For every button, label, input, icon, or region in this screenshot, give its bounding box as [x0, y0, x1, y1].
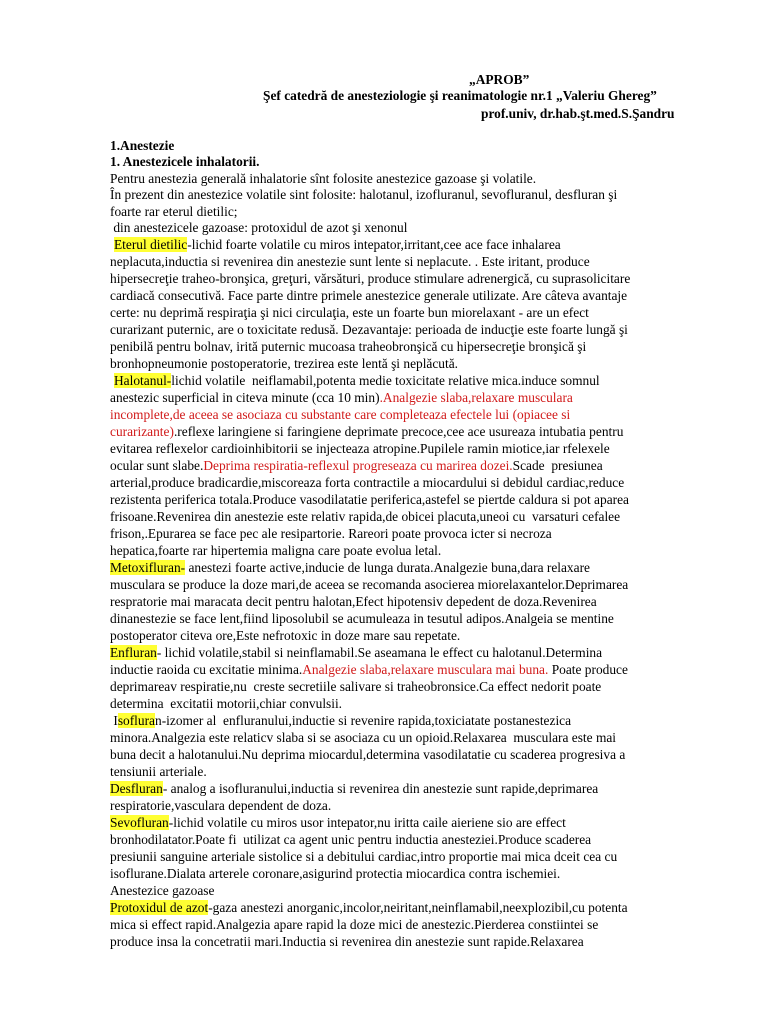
- paragraph-line: musculara se produce la doze mari,de aceea se recomanda asocierea miorelaxantelor.Deprimarea: [110, 577, 629, 592]
- red-emphasis: Deprima respiratia-reflexul progreseaza cu marirea dozei.: [203, 458, 513, 473]
- subsection-title: 1. Anestezicele inhalatorii.: [110, 154, 260, 169]
- paragraph-line: hepatica,foarte rar hipertemia maligna care poate evolua letal.: [110, 543, 442, 558]
- red-emphasis: incomplete,de aceea se asociaza cu substante care completeaza efectele lui (opiacee si: [110, 407, 571, 422]
- paragraph-line: bronhopneumonie postoperatorie, trezirea este lentă şi neplăcută.: [110, 356, 459, 371]
- paragraph-line: curarizante).reflexe laringiene si faringiene deprimate precoce,cee ace usureaza intubatia pentru: [110, 424, 624, 439]
- highlighted-term-desfluran: Desfluran: [110, 781, 163, 796]
- red-emphasis: curarizante): [110, 424, 174, 439]
- paragraph-line: tensiunii arteriale.: [110, 764, 207, 779]
- highlighted-term-halotan: Halotanul-: [114, 373, 172, 388]
- paragraph-line: deprimareav respiratie,nu creste secretiile salivare si traheobronsice.Ca effect nedorit poate: [110, 679, 602, 694]
- gaseous-anesthetics-heading: Anestezice gazoase: [110, 883, 215, 898]
- paragraph-line: Desfluran- analog a isofluranului,inductia si revenirea din anestezie sunt rapide,deprimarea: [110, 781, 599, 796]
- approval-label: „APROB”: [469, 72, 530, 87]
- paragraph-line: respratorie mai maracata decit pentru halotan,Efect hipotensiv depedent de doza.Revenirea: [110, 594, 597, 609]
- red-emphasis: .Analgezie slaba,relaxare musculara: [379, 390, 573, 405]
- paragraph-line: rezistenta periferica totala.Produce vasodilatatie periferica,astefel se piertde caldura si pot aparea: [110, 492, 629, 507]
- paragraph-line: presiunii sanguine arteriale sistolice si a debitului cardiac,intro proportie mai mica dceit cea cu: [110, 849, 618, 864]
- highlighted-term-eter: Eterul dietilic: [114, 237, 188, 252]
- paragraph-line: mica si effect rapid.Analgezia apare rapid la doze mici de anestezic.Pierderea constiintei se: [110, 917, 599, 932]
- paragraph-line: Protoxidul de azot-gaza anestezi anorganic,incolor,neiritant,neinflamabil,neexplozibil,cu potenta: [110, 900, 628, 915]
- paragraph-line: Enfluran- lichid volatile,stabil si neinflamabil.Se aseamana le effect cu halotanul.Determina: [110, 645, 603, 660]
- professor-line: prof.univ, dr.hab.şt.med.S.Şandru: [481, 106, 675, 121]
- paragraph-line: inductie raoida cu excitatie minima.Analgezie slaba,relaxare musculara mai buna. Poate produce: [110, 662, 628, 677]
- highlighted-term-isofluran: soflura: [117, 713, 155, 728]
- paragraph-line: Halotanul-lichid volatile neiflamabil,potenta medie toxicitate relative mica.induce somnul: [114, 373, 600, 388]
- paragraph-line: neplacuta,inductia si revenirea din anestezie sunt lente si neplacute. . Este iritant, produce: [110, 254, 590, 269]
- highlighted-term-metoxifluran: Metoxifluran-: [110, 560, 186, 575]
- paragraph-line: certe: nu deprimă respiraţia şi nici circulaţia, este un foarte bun miorelaxant - are un efect: [110, 305, 589, 320]
- intro-line: În prezent din anestezice volatile sint folosite: halotanul, izofluranul, sevofluranul, desfluran şi: [110, 187, 618, 202]
- paragraph-line: cardiacă consecutivă. Face parte dintre primele anestezice generale utilizate. Are câteva avantaje: [110, 288, 628, 303]
- paragraph-line: arterial,produce bradicardie,miscoreaza forta contractile a miocardului si debidul cardiac,reduce: [110, 475, 625, 490]
- paragraph-line: postoperator citeva ore,Este nefrotoxic in doze mare sau repetate.: [110, 628, 461, 643]
- paragraph-line: Sevofluran-lichid volatile cu miros usor intepator,nu iritta caile aieriene sio are effect: [110, 815, 566, 830]
- paragraph-line: isoflurane.Dialata arterele coronare,asigurind protectia miocardica contra ischemiei.: [110, 866, 561, 881]
- paragraph-line: evitarea reflexelor cardioinhibitorii se injecteaza atropine.Pupilele ramin miotice,iar rfelexele: [110, 441, 610, 456]
- paragraph-line: anestezic superficial in citeva minute (cca 10 min).Analgezie slaba,relaxare musculara: [110, 390, 573, 405]
- highlighted-term-sevofluran: Sevofluran: [110, 815, 169, 830]
- intro-line: Pentru anestezia generală inhalatorie sînt folosite anestezice gazoase şi volatile.: [110, 171, 537, 186]
- red-emphasis: Analgezie slaba,relaxare musculara mai buna.: [302, 662, 549, 677]
- paragraph-line: frisoane.Revenirea din anestezie este relativ rapida,de obicei placuta,uneoi cu varsaturi cefalee: [110, 509, 621, 524]
- paragraph-line: hipersecreţie traheo-bronşica, greţuri, vărsături, produce stimulare adrenergică, cu suprasolicitare: [110, 271, 631, 286]
- department-chair-line: Şef catedră de anesteziologie şi reanimatologie nr.1 „Valeriu Ghereg”: [263, 88, 657, 103]
- paragraph-line: Eterul dietilic-lichid foarte volatile cu miros intepator,irritant,cee ace face inhalarea: [114, 237, 561, 252]
- highlighted-term-enfluran: Enfluran: [110, 645, 157, 660]
- paragraph-line: determina excitatii motorii,chiar convulsii.: [110, 696, 343, 711]
- paragraph-line: ocular sunt slabe.Deprima respiratia-reflexul progreseaza cu marirea dozei.Scade presiunea: [110, 458, 603, 473]
- paragraph-line: produce insa la concetratii mari.Inductia si revenirea din anestezie sunt rapide.Relaxarea: [110, 934, 584, 949]
- paragraph-line: Metoxifluran- anestezi foarte active,inducie de lunga durata.Analgezie buna,dara relaxare: [110, 560, 590, 575]
- paragraph-line: bronhodilatator.Poate fi utilizat ca agent unic pentru inductia anesteziei.Produce scaderea: [110, 832, 592, 847]
- highlighted-term-protoxid: Protoxidul de azot: [110, 900, 209, 915]
- intro-line: din anestezicele gazoase: protoxidul de azot şi xenonul: [110, 220, 408, 235]
- paragraph-line: minora.Analgezia este relaticv slaba si se asociaza cu un opioid.Relaxarea musculara este mai: [110, 730, 617, 745]
- paragraph-line: penibilă pentru bolnav, irită puternic mucoasa traheobronşică cu hipersecreţie bronşică şi: [110, 339, 587, 354]
- paragraph-line: buna decit a halotanului.Nu deprima miocardul,determina vasodilatatie cu scaderea progresiva a: [110, 747, 626, 762]
- paragraph-line: curarizant puternic, are o toxicitate redusă. Dezavantaje: perioada de inducţie este foarte lungă şi: [110, 322, 628, 337]
- paragraph-line: Isofluran-izomer al enfluranului,inductie si revenire rapida,toxiciatate postanestezica: [110, 713, 572, 728]
- paragraph-line: frison,.Epurarea se face pec ale resipartorie. Rareori poate provoca icter si necroza: [110, 526, 552, 541]
- paragraph-line: dinanestezie se face lent,fiind liposolubil se acumuleaza in tesutul adipos.Analgeia se mentine: [110, 611, 614, 626]
- section-title: 1.Anestezie: [110, 138, 175, 153]
- intro-line: foarte rar eterul dietilic;: [110, 204, 238, 219]
- paragraph-line: respiratorie,vasculara dependent de doza.: [110, 798, 332, 813]
